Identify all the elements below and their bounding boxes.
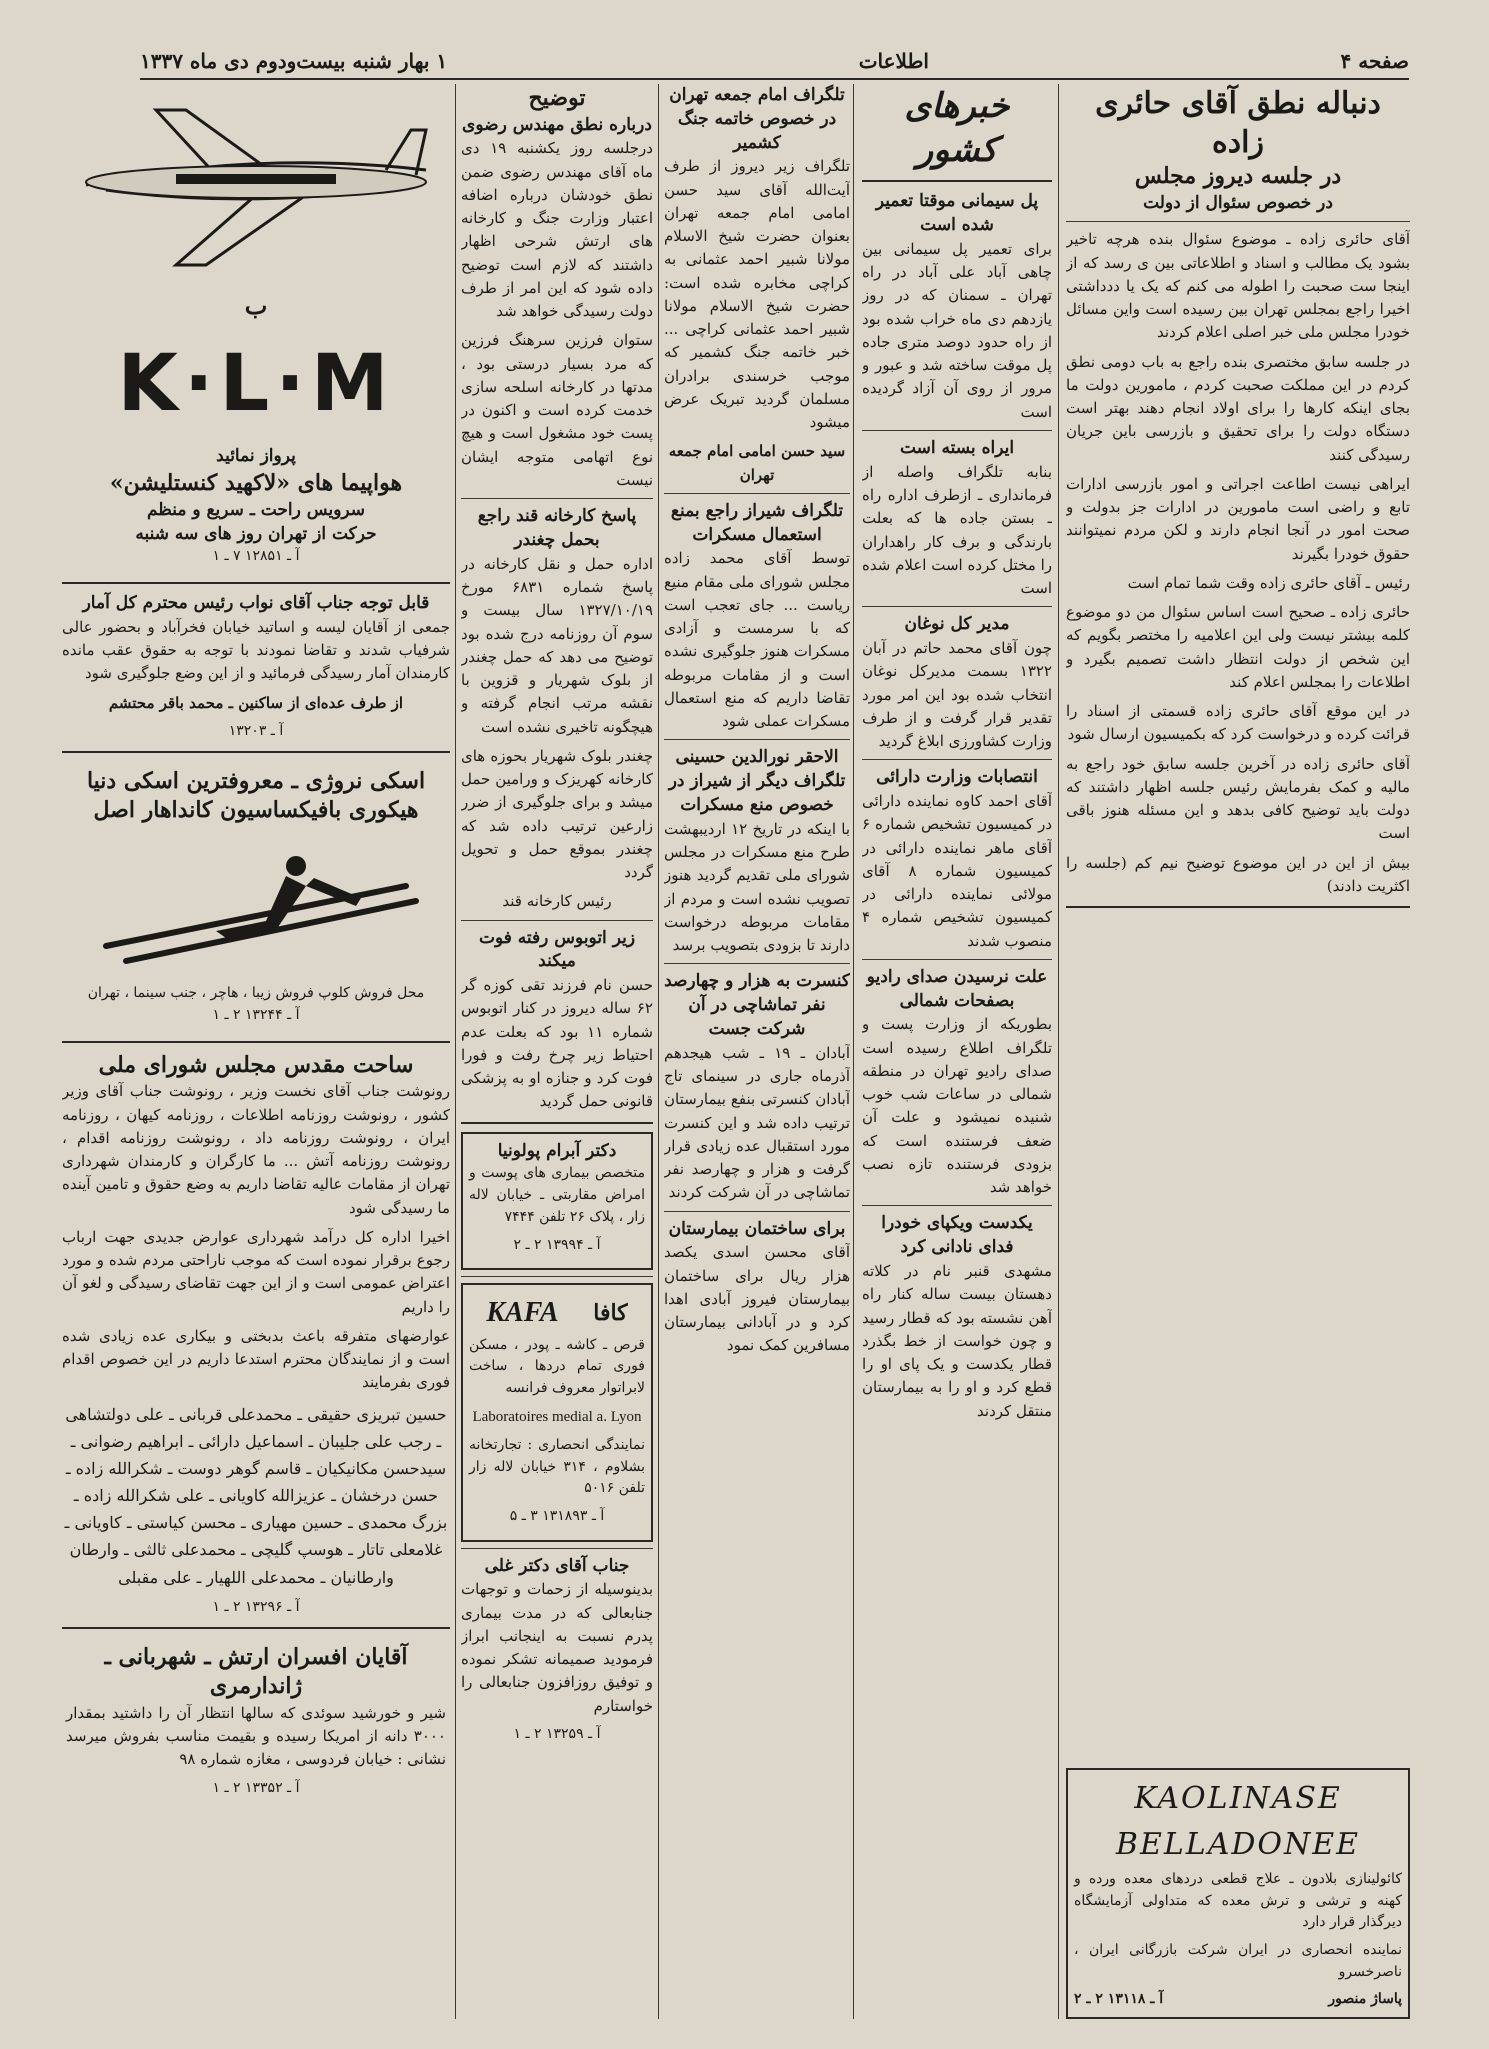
article-paragraph: رئیس ـ آقای حائری زاده وقت شما تمام است (1127, 573, 1410, 592)
newspaper-name: اطلاعات (858, 49, 929, 73)
kafa-code: آ ـ ۱۳۱۸۹۳ ۳ ـ ۵ (509, 1507, 605, 1524)
column-national-news (862, 84, 1052, 2019)
article-paragraph: ایراهی نیست اطاعت اجراتی و امور بازرسی ادارات تابع و راضی است مامورین در ادارات جز بدولت و صحت امور در آنجا انجام دارند و لکن مردم نمیتوانند حقوق خودرا بگیرند (1066, 474, 1410, 563)
kafa-ad (461, 1283, 653, 1541)
divider (862, 606, 1052, 607)
ad-brand: KAOLINASE (1134, 1780, 1342, 1816)
kaolinase-ad (1066, 1768, 1410, 2019)
article-paragraph: آقای حائری زاده ـ موضوع سئوال بنده هرچه تاخیر بشود یک مطالب و اسناد و اطلاعاتی بین ی رسد که از اینجا ست صحبت را اطوله می کنم که یک یا ددداشتی اخیرا راجع بمجلس تهران بین رسیده است واین مسائل خودرا مجلس ملی خبر اصلی اعلام کردند (1066, 230, 1410, 342)
news-text: آقای احمد کاوه نماینده دارائی در کمیسیون تشخیص شماره ۶ آقای ماهر نماینده دارائی در کمیسیون شماره ۸ آقای مولائی نماینده دارائی در کمیسیون تشخیص شماره ۴ منصوب شدند (862, 792, 1052, 950)
divider (862, 759, 1052, 760)
lead-subhead: در جلسه دیروز مجلس (1134, 163, 1342, 189)
majlis-text: اخیرا اداره کل درآمد شهرداری عوارض جدیدی جهت ارباب رجوع برقرار نموده است که موجب ناراحتی مردم شده و مورد اعتراض عمومی است و از این جهت تقاضای رسیدگی و لغو آن را داریم (62, 1227, 450, 1316)
divider (461, 1548, 653, 1549)
news-title: علت نرسیدن صدای رادیو بصفحات شمالی (866, 966, 1048, 1011)
majlis-text: عوارضهای متفرقه باعث بدبختی و بیکاری عده زیادی شده است و از نمایندگان محترم استدعا داریم در این خصوص اقدام فوری بفرمایند (62, 1326, 450, 1392)
news-text: بطوریکه از وزارت پست و تلگراف اطلاع رسیده است صدای رادیو تهران در منطقه شمالی در ساعات شب خوب شنیده نمیشود و علت آن ضعف فرستنده است که بزودی فرستنده تازه نصب خواهد شد (862, 1015, 1052, 1197)
majlis-title: ساحت مقدس مجلس شورای ملی (98, 1051, 414, 1078)
telegram-text: تلگراف زیر دیروز از طرف آیت‌الله آقای سید حسن امامی امام جمعه تهران بعنوان حضرت شیخ الاسلام مولانا شبیر احمد عثمانی به کراچی مخابره شده است: حضرت شیخ الاسلام مولانا شبیر احمد عثمانی کراچی ... خبر خاتمه جنگ کشمیر که موجب خرسندی برادران مسلمان گردید تبریک عرض میشود (664, 157, 850, 432)
column-rule (658, 84, 659, 2019)
divider (62, 1627, 450, 1629)
klm-line: پرواز نمائید (216, 446, 296, 467)
klm-line: هواپیما های «لاکهید کنستلیشن» (109, 470, 403, 497)
article-paragraph: در این موقع آقای حائری زاده قسمتی از اسناد را قرائت کرده و درخواست کرد که بکمیسیون ارسال شود (1066, 702, 1410, 744)
divider (862, 1205, 1052, 1206)
news-text: مشهدی قنبر نام در کلاته دهستان بیست ساله کنار راه آهن نشسته بود که قطار رسید و چون خواست از خط بگذرد قطار یکدست و یک پای او را قطع کرد و او را به بیمارستان منتقل کردند (862, 1262, 1052, 1420)
doctor-code: آ ـ ۱۳۹۹۴ ۲ ـ ۲ (513, 1236, 601, 1253)
ski-code: آ ـ ۱۳۲۴۴ ۲ ـ ۱ (212, 1006, 300, 1023)
divider (461, 498, 653, 499)
sugar-factory-signature: رئیس کارخانه قند (502, 892, 612, 911)
telegram-title: تلگراف امام جمعه تهران در خصوص خاتمه جنگ کشمیر (669, 85, 845, 153)
clarification-text: ستوان فرزین سرهنگ فرزین که مرد بسیار درستی بود ، مدتها در کارخانه اسلحه سازی خدمت کرده است و اکنون در پست خود مشغول است و هیچ نوع اتهامی متوجه ایشان نیست (461, 331, 653, 489)
divider (664, 493, 850, 494)
divider (664, 739, 850, 740)
clarification-title: توضیح (528, 85, 586, 111)
sugar-factory-title: پاسخ کارخانه قند راجع بحمل چغندر (477, 506, 637, 551)
clarification-text: درجلسه روز یکشنبه ۱۹ دی ماه آقای مهندس رضوی ضمن نطق خودشان درباره اضافه اعتبار وزارت جنگ و کارخانه های ارتش شرحی اظهار داشتند که لازم است توضیح داده شود که این امر از طرف دولت رسیدگی خواهد شد (461, 139, 653, 321)
telegram-title: تلگراف شیراز راجع بمنع استعمال مسکرات (670, 500, 844, 545)
divider (461, 1122, 653, 1124)
divider (664, 963, 850, 964)
page-header (140, 44, 1409, 80)
news-text: بنابه تلگراف واصله از فرمانداری ـ ازطرف اداره راه ـ بستن جاده ها که بعلت بارندگی و برف کار راهداران را مختل کرده است اعلام شده است (862, 462, 1052, 598)
divider (1066, 906, 1410, 908)
kafa-agent: نمایندگی انحصاری : تجارتخانه بشلاوم ، ۳۱۴ خیابان لاله زار تلفن ۵۰۱۶ (469, 1436, 646, 1497)
column-ads (62, 84, 450, 2019)
page-number: صفحه ۴ (1340, 49, 1409, 73)
doctor-ad (461, 1132, 653, 1271)
clarification-subtitle: درباره نطق مهندس رضوی (462, 114, 652, 135)
majlis-code: آ ـ ۱۳۲۹۶ ۲ ـ ۱ (212, 1598, 300, 1615)
concert-title: کنسرت به هزار و چهارصد نفر تماشاچی در آن شرکت جست (664, 971, 850, 1039)
article-paragraph: آقای حائری زاده در آخرین جلسه سابق خود راجع به مالیه و کمک بفرمایش رئیس جلسه اظهار داشتند که دولت باید توضیح کافی بدهد و این مسئله هنوز باقی است (1066, 754, 1410, 843)
kafa-lab: Laboratoires medial a. Lyon (472, 1408, 642, 1425)
telegram-title: الاحقر نورالدین حسینی تلگراف دیگر از شیراز در خصوص منع مسکرات (668, 747, 846, 816)
concert-text: آبادان ـ ۱۹ ـ شب هیجدهم آذرماه جاری در سینمای تاج آبادان کنسرتی بنفع بیمارستان ترتیب داده شد و این کنسرت مورد استقبال عده زیادی قرار گرفت و هزار و چهارصد نفر تماشاچی در آن شرکت کردند (664, 1043, 850, 1202)
airplane-illustration (66, 90, 446, 280)
skier-illustration (66, 826, 446, 976)
kafa-logo: KAFA (486, 1297, 559, 1329)
notice-text: جمعی از آقایان لیسه و اساتید خیابان فخرآباد و بحضور عالی شرفیاب شدند و تقاضا نمودند با توجه به حقوق عقب مانده کارمندان آمار رسیدگی فرمائید و از این وضع جلوگیری شود (62, 617, 450, 683)
lead-subhead-2: در خصوص سئوال از دولت (1143, 192, 1333, 213)
divider (1066, 221, 1410, 222)
sugar-factory-text: چغندر بلوک شهریار بحوزه های کارخانه کهریزک و ورامین حمل میشد و برای جلوگیری از ضرر زارعین ترتیب داده شد که چغندر بموقع حمل و تحویل گردد (461, 746, 653, 882)
column-notices (461, 84, 653, 2019)
army-title: آقایان افسران ارتش ـ شهربانی ـ ژاندارمری (104, 1643, 408, 1700)
column-rule (455, 84, 456, 2019)
ski-shop: محل فروش کلوپ فروش زیبا ، هاچر ، جنب سینما ، تهران (87, 985, 425, 1002)
telegram-text: با اینکه در تاریخ ۱۲ اردیبهشت طرح منع مسکرات در مجلس شورای ملی تقدیم گردید هنوز تصویب نشده است و مردم از مقامات مربوطه درخواست دارند تا بزودی بتصویب برسد (664, 819, 850, 955)
national-news-headline: خبرهای کشور (904, 86, 1010, 171)
majlis-text: رونوشت جناب آقای نخست وزیر ، رونوشت جناب آقای وزیر کشور ، رونوشت روزنامه اطلاعات ، روزنامه کیهان ، روزنامه ایران ، رونوشت روزنامه داد ، رونوشت روزنامه اقدام ، رونوشت روزنامه آتش ... ما کارگران و کارمندان شهرداری تهران از مقامات عالیه تقاضا داریم به وضع حقوق و تامین آینده ما رسیدگی شود (62, 1082, 450, 1217)
divider (862, 959, 1052, 960)
bus-accident-text: حسن نام فرزند تقی کوزه گر ۶۲ ساله دیروز در کنار اتوبوس شماره ۱۱ بود که بعلت عدم احتیاط زیر چرخ رفت و فورا فوت کرد و جنازه او به پزشکی قانونی حمل گردید (461, 976, 653, 1111)
divider (62, 582, 450, 584)
divider (862, 430, 1052, 431)
thanks-text: بدینوسیله از زحمات و توجهات جنابعالی که در مدت بیماری پدرم نسبت به اینجانب ابراز فرمودید صمیمانه تشکر نموده و توفیق روزافزون جنابعالی را خواستارم (461, 1580, 653, 1715)
article-paragraph: بیش از این در این موضوع توضیح نیم کم (جلسه را اکثریت دادند) (1066, 853, 1410, 895)
klm-code: آ ـ ۱۲۸۵۱ ۷ ـ ۱ (212, 548, 300, 565)
divider (461, 920, 653, 921)
divider (62, 751, 450, 753)
article-paragraph: در جلسه سابق مختصری بنده راجع به باب دومی نطق کردم در این مملکت صحبت کردم ، مامورین دولت ما بجای اینکه کارها را برای اولاد انجام دهند بهتر است دستگاه دولت را برای تحقیق و بازرسی باین جریان رسیدگی کنند (1066, 352, 1410, 464)
news-title: یکدست ویکپای خودرا فدای نادانی کرد (881, 1213, 1033, 1258)
news-text: برای تعمیر پل سیمانی بین چاهی آباد علی آباد در راه تهران ـ سمنان که در روز یازدهم دی ماه خراب شده بود از راه حدود دوصد متری جاده پل موقت ساخته شد و عبور و مرور از روی آن آزاد گردیده است (862, 239, 1052, 421)
army-ad (62, 1637, 450, 1812)
klm-logo: K·L·M (117, 339, 395, 430)
lead-headline: دنباله نطق آقای حائری زاده (1095, 86, 1381, 160)
column-telegrams (664, 84, 850, 2019)
ad-code: آ ـ ۱۳۱۱۸ ۲ ـ ۲ (1074, 1991, 1164, 2008)
ad-agent: نماینده انحصاری در ایران شرکت بازرگانی ایران ، ناصرخسرو (1074, 1941, 1402, 1980)
kafa-fa: کافا (593, 1299, 628, 1326)
thanks-code: آ ـ ۱۳۲۵۹ ۲ ـ ۱ (513, 1725, 601, 1742)
doctor-text: متخصص بیماری های پوست و امراض مقاربتی ـ خیابان لاله زار ، پلاک ۲۶ تلفن ۷۴۴۴ (469, 1165, 645, 1225)
klm-line: سرویس راحت ـ سریع و منظم (146, 499, 366, 520)
divider (664, 1211, 850, 1212)
ad-text: کائولینازی بلادون ـ علاج قطعی دردهای معده ورده و کهنه و ترشی و ترش معده که متداولی آزمایشگاه دیرگذار قرار دارد (1074, 1870, 1402, 1931)
issue-date: ۱ بهار شنبه بیست‌ودوم دی ماه ۱۳۳۷ (140, 49, 448, 73)
telegram-signature: سید حسن امامی امام جمعه تهران (668, 442, 846, 484)
column-rule (1058, 84, 1059, 2019)
thanks-title: جناب آقای دکتر غلی (484, 1555, 630, 1576)
army-code: آ ـ ۱۳۳۵۲ ۲ ـ ۱ (212, 1779, 300, 1796)
notice-title: قابل توجه جناب آقای نواب رئیس محترم کل آمار (82, 593, 430, 614)
ad-brand-2: BELLADONEE (1115, 1827, 1361, 1863)
ad-agent-name: پاساژ منصور (1328, 1991, 1402, 2008)
ski-line: هیکوری بافیکساسیون کانداهار اصل (93, 797, 419, 824)
news-title: پل سیمانی موقتا تعمیر شده است (875, 191, 1039, 236)
ski-ad (62, 761, 450, 1033)
column-lead-article (1066, 84, 1410, 2019)
ski-line: اسکی نروژی ـ معروفترین اسکی دنیا (86, 767, 426, 794)
column-rule (853, 84, 854, 2019)
army-text: شیر و خورشید سوئدی که سالها انتظار آن را داشتید بمقدار ۳۰۰۰ دانه از امریکا رسیده و بقیمت مناسب بفروش میرسد نشانی : خیابان فردوسی ، مغازه شماره ۹۸ (66, 1703, 446, 1769)
divider (62, 1041, 450, 1043)
telegram-text: توسط آقای محمد زاده مجلس شورای ملی مقام منیع ریاست ... جای تعجب است که با سرمست و آزادی مسکرات هنوز جلوگیری نشده است و از مقامات مربوطه تقاضا داریم که منع استعمال مسکرات عملی شود (664, 549, 850, 731)
klm-prefix: ب (244, 291, 268, 321)
doctor-name: دکتر آبرام پولونیا (497, 1140, 617, 1161)
majlis-signatories: حسین تبریزی حقیقی ـ محمدعلی قربانی ـ علی دولتشاهی ـ رجب علی جلیبان ـ اسماعیل دارائی ـ ابراهیم رضوانی ـ سیدحسن مکانیکیان ـ قاسم گوهر دوست ـ شکرالله زاده ـ حسن درخشان ـ عزیزالله کاویانی ـ علی شکرالله زاده ـ بزرگ محمدی ـ حسین مهیاری ـ محسن کیاستی ـ کاویانی ـ غلامعلی تاتار ـ هوسپ گلیچی ـ محمدعلی ثالثی ـ وارطان وارطانیان ـ محمدعلی اللهیار ـ علی مقبلی (64, 1404, 448, 1587)
bus-accident-title: زیر اتوبوس رفته فوت میکند (478, 927, 636, 972)
news-title: ایراه بسته است (899, 437, 1015, 458)
notice-code: آ ـ ۱۳۲۰۳ (228, 722, 284, 739)
divider (461, 1276, 653, 1277)
notice-signature: از طرف عده‌ای از ساکنین ـ محمد باقر محتشم (108, 693, 404, 712)
hospital-title: برای ساختمان بیمارستان (668, 1218, 846, 1239)
hospital-text: آقای محسن اسدی یکصد هزار ریال برای ساختمان بیمارستان فیروز آبادی اهدا کرد و در آبادانی بیمارستان مسافرین کمک نمود (664, 1243, 850, 1355)
klm-line: حرکت از تهران روز های سه شنبه (135, 523, 377, 544)
news-title: انتصابات وزارت دارائی (876, 767, 1038, 788)
news-text: چون آقای محمد حاتم در آبان ۱۳۲۲ بسمت مدیرکل نوغان انتخاب شده بود این امر مورد تقدیر قرار گرفت و از طرف وزارت کشاورزی ابلاغ گردید (862, 639, 1052, 751)
divider (862, 180, 1052, 182)
article-paragraph: حائری زاده ـ صحیح است اساس سئوال من دو موضوع کلمه بیشتر نیست ولی این اعلامیه را مختصر بگویم که این شخص از دولت انتظار داشت تصمیم بگیرد و اطلاعات را بمجلس اعلام کند (1066, 603, 1410, 691)
kafa-text: قرص ـ کاشه ـ پودر ، مسکن فوری تمام دردها ، ساخت لابراتوار معروف فرانسه (469, 1336, 645, 1396)
klm-ad (62, 84, 450, 574)
sugar-factory-text: اداره حمل و نقل کارخانه در پاسخ شماره ۶۸۳۱ مورخ ۱۳۲۷/۱۰/۱۹ سال بیست و سوم آن روزنامه درج شده بود توضیح می دهد که حمل چغندر از بلوک شهریار و قزوین با نقشه مرتب انجام گرفته و هیچگونه تاخیری نشده است (461, 554, 653, 736)
news-title: مدیر کل نوغان (904, 614, 1010, 635)
